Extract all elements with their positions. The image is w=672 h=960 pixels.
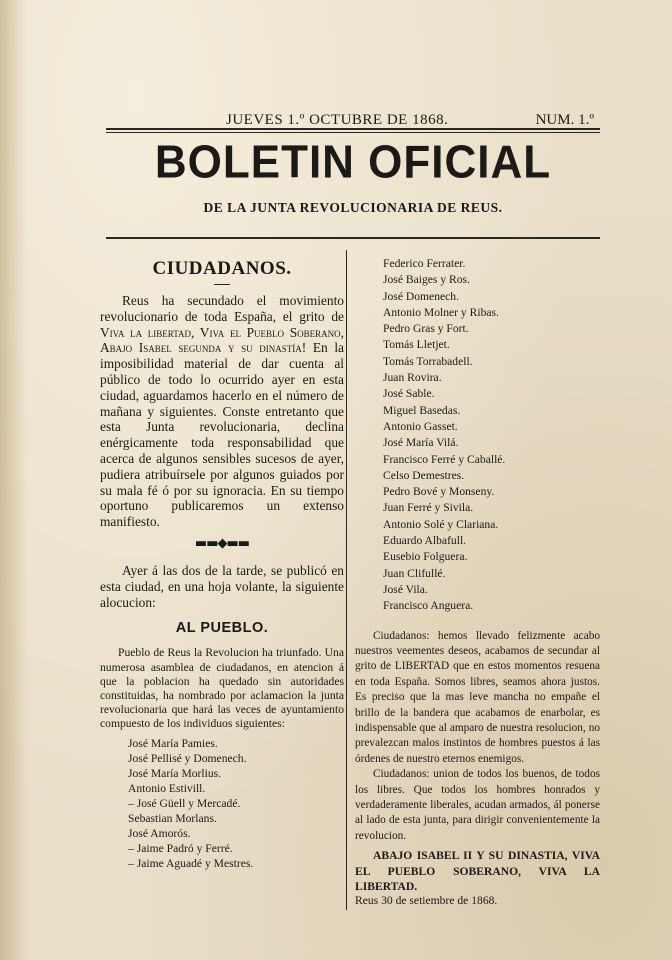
members-list-right [383,256,600,615]
ciudadanos-paragraph-2: Ayer á las dos de la tarde, se publicó en esta ciudad, en una hoja volante, la siguiente alocucion: [100,562,344,610]
masthead-title: BOLETIN OFICIAL [154,136,552,189]
al-pueblo-heading: AL PUEBLO. [175,620,269,637]
list-item: José Sable. [383,387,435,401]
members-list-left [128,736,344,872]
right-column [355,256,600,907]
list-item: José Amorós. [128,827,191,841]
left-column [100,258,344,871]
heading-dash [214,284,230,285]
list-item: – Jaime Aguadé y Mestres. [128,857,254,871]
list-item: José María Morlius. [128,766,222,780]
masthead-subtitle: DE LA JUNTA REVOLUCIONARIA DE REUS. [203,200,503,215]
header-rule [106,128,600,130]
list-item: José Vila. [383,582,428,596]
masthead-rule [106,237,600,239]
list-item: Juan Ferré y Sivila. [383,501,474,515]
list-item: José María Pamies. [128,736,218,750]
signoff-date: Reus 30 de setiembre de 1868. [355,894,498,908]
list-item: Pedro Bové y Monseny. [383,485,495,499]
issue-date: JUEVES 1.º OCTUBRE DE 1868. [226,112,449,128]
list-item: Pedro Gras y Fort. [383,322,469,336]
list-item: Francisco Anguera. [383,599,474,613]
header-rule-thin [106,132,600,133]
ciudadanos-slogan: Viva la libertad, Viva el Pueblo Soberano, Abajo Isabel segunda y su dinastía! [100,324,344,356]
list-item: – Jaime Padró y Ferré. [128,842,233,856]
ciudadanos-text-b: En la imposibilidad material de dar cuenta al público de todo lo ocurrido ayer en esta ciudad, aguardamos hacerlo en el número de mañana y siguientes. Conste entretanto que esta Junta revolucionaria, declina enérgicamente toda responsabilidad que acerca de algunos sensibles sucesos de ayer, pudiera atribuírsele por algunos guiados por su mala fé ó por su ignoracia. En su tiempo oportuno publicaremos un extenso manifiesto. [100,340,345,530]
list-item: Sebastian Morlans. [128,812,217,826]
list-item: José Domenech. [383,289,459,303]
closing-paragraph-2: Ciudadanos: union de todos los buenos, de todos los libres. Que todos los hombres honrados y verdaderamente liberales, acudan armados, ál ponerse al lado de esta junta, para dirigir convenientemente la revolucion. [355,768,600,842]
column-divider [346,250,347,910]
list-item: Juan Rovira. [383,371,442,385]
closing-slogan: ABAJO ISABEL II Y SU DINASTIA, VIVA EL PUEBLO SOBERANO, VIVA LA LIBERTAD. [355,849,600,894]
list-item: Tomás Lletjet. [383,338,450,352]
ciudadanos-text-a: Reus ha secundado el movimiento revolucionario de toda España, el grito de [100,293,344,324]
spacer [355,615,600,629]
list-item: Antonio Estivill. [128,781,206,795]
closing-paragraph-1: Ciudadanos: hemos llevado felizmente acabo nuestros veementes deseos, acabamos de secundar al grito de LIBERTAD que en estos momentos resuena en toda España. Somos libres, seamos ahora justos. Es preciso que la mas leve mancha no empañe el brillo de la bandera que acabamos de enarbolar, es indispensable que al amparo de nuestra resolucion, no prevalezcan malos instintos de hombres puestos á las órdenes de nuestro eternos enemigos. [355,629,600,765]
list-item: José Baiges y Ros. [383,273,470,287]
al-pueblo-paragraph: Pueblo de Reus la Revolucion ha triunfado. Una numerosa asamblea de ciudadanos, en atencion á que la poblacion ha quedado sin autoridades constituidas, ha nombrado por aclamacion la junta revolucionaria que hará las veces de ayuntamiento compuesto de los individuos siguientes: [100,646,344,731]
list-item: Eusebio Folguera. [383,550,468,564]
page-stain [0,0,28,960]
list-item: Miguel Basedas. [383,403,461,417]
list-item: Juan Clifullé. [383,566,446,580]
ciudadanos-paragraph-1 [100,293,344,530]
list-item: Tomás Torrabadell. [383,354,473,368]
ornament-divider: ▬▬◆▬▬ [194,535,250,551]
list-item: Francisco Ferré y Caballé. [383,452,506,466]
ciudadanos-heading: CIUDADANOS. [152,258,292,279]
list-item: José Pellisé y Domenech. [128,751,247,765]
list-item: Eduardo Albafull. [383,534,467,548]
list-item: Antonio Solé y Clariana. [383,517,499,531]
list-item: Federico Ferrater. [383,257,466,270]
list-item: – José Güell y Mercadé. [128,796,241,810]
list-item: José María Vilá. [383,436,459,450]
issue-number: NUM. 1.º [535,112,594,128]
list-item: Antonio Molner y Ribas. [383,305,499,319]
list-item: Celso Demestres. [383,468,465,482]
list-item: Antonio Gasset. [383,419,458,433]
